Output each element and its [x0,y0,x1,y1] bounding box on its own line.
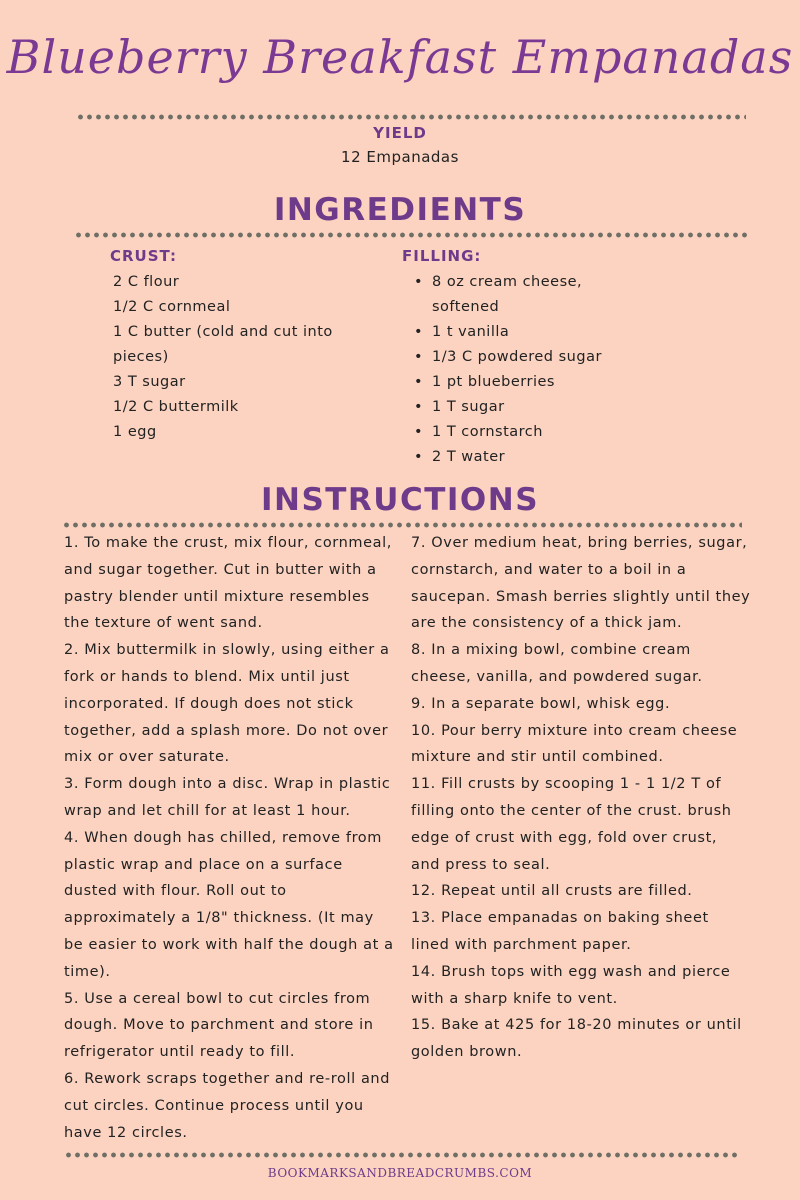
list-item: • 1/3 C powdered sugar [414,345,644,370]
instruction-step: 3. Form dough into a disc. Wrap in plastic wrap and let chill for at least 1 hour. [64,776,391,819]
instruction-step: 5. Use a cereal bowl to cut circles from dough. Move to parchment and store in refrigerator until ready to fill. [64,990,374,1061]
list-item: • 1 T sugar [414,395,644,420]
ingredients-divider [74,232,750,238]
list-item: • 1 pt blueberries [414,370,644,395]
list-item: 2 C flour [113,274,180,290]
ingredients-heading: INGREDIENTS [273,192,527,228]
list-item: • 8 oz cream cheese, softened [414,270,644,320]
bullet-icon: • [414,399,424,415]
instructions-column-left [64,530,394,1146]
bullet-icon: • [414,424,424,440]
filling-ingredient-list [414,270,644,470]
instruction-step: 10. Pour berry mixture into cream cheese mixture and stir until combined. [411,722,738,766]
footer-divider [64,1152,740,1158]
instruction-step: 12. Repeat until all crusts are filled. [411,883,693,900]
list-item: 3 T sugar [113,374,186,390]
instruction-step: 11. Fill crusts by scooping 1 - 1 1/2 T of filling onto the center of the crust. brush edge of crust with egg, fold over crust, and press to seal. [411,776,732,873]
bullet-icon: • [414,324,424,340]
list-item: 1 C butter (cold and cut into [113,324,333,340]
instruction-step: 6. Rework scraps together and re-roll and cut circles. Continue process until you have 12 circles. [64,1070,391,1141]
instruction-step: 15. Bake at 425 for 18-20 minutes or until golden brown. [411,1017,742,1061]
instructions-column-right [411,530,751,1066]
bullet-icon: • [414,274,424,290]
yield-label: YIELD [373,124,427,142]
list-item: • 1 T cornstarch [414,420,644,445]
instruction-step: 8. In a mixing bowl, combine cream cheese, vanilla, and powdered sugar. [411,642,703,685]
instructions-divider [62,522,742,528]
instructions-heading: INSTRUCTIONS [260,482,540,518]
instruction-step: 9. In a separate bowl, whisk egg. [411,695,671,712]
instruction-step: 2. Mix buttermilk in slowly, using either a fork or hands to blend. Mix until just incorporated. If dough does not stick together, add a splash more. Do not over mix or over saturate. [64,642,390,766]
yield-value: 12 Empanadas [341,148,459,166]
instruction-step: 7. Over medium heat, bring berries, sugar, cornstarch, and water to a boil in a saucepan. Smash berries slightly until they are the consistency of a thick jam. [411,535,751,632]
instruction-step: 14. Brush tops with egg wash and pierce with a sharp knife to vent. [411,963,731,1007]
bullet-icon: • [414,349,424,365]
instruction-step: 1. To make the crust, mix flour, cornmeal, and sugar together. Cut in butter with a pastry blender until mixture resembles the texture of went sand. [64,535,392,632]
crust-ingredient-list [113,270,383,445]
filling-heading: FILLING: [402,247,482,265]
footer-website: BOOKMARKSANDBREADCRUMBS.COM [267,1166,533,1180]
title-divider [76,114,746,120]
list-item: 1 egg [113,424,157,440]
list-item: • 1 t vanilla [414,320,644,345]
list-item: • 2 T water [414,445,644,470]
recipe-title: Blueberry Breakfast Empanadas [6,30,794,84]
crust-heading: CRUST: [110,247,177,265]
list-item: 1/2 C cornmeal [113,299,231,315]
bullet-icon: • [414,374,424,390]
bullet-icon: • [414,449,424,465]
list-item: 1/2 C buttermilk [113,399,239,415]
instruction-step: 13. Place empanadas on baking sheet lined with parchment paper. [411,910,709,953]
instruction-step: 4. When dough has chilled, remove from plastic wrap and place on a surface dusted with flour. Roll out to approximately a 1/8" thickness. (It may be easier to work with half the dough at a time). [64,829,394,980]
list-item: pieces) [113,349,169,365]
